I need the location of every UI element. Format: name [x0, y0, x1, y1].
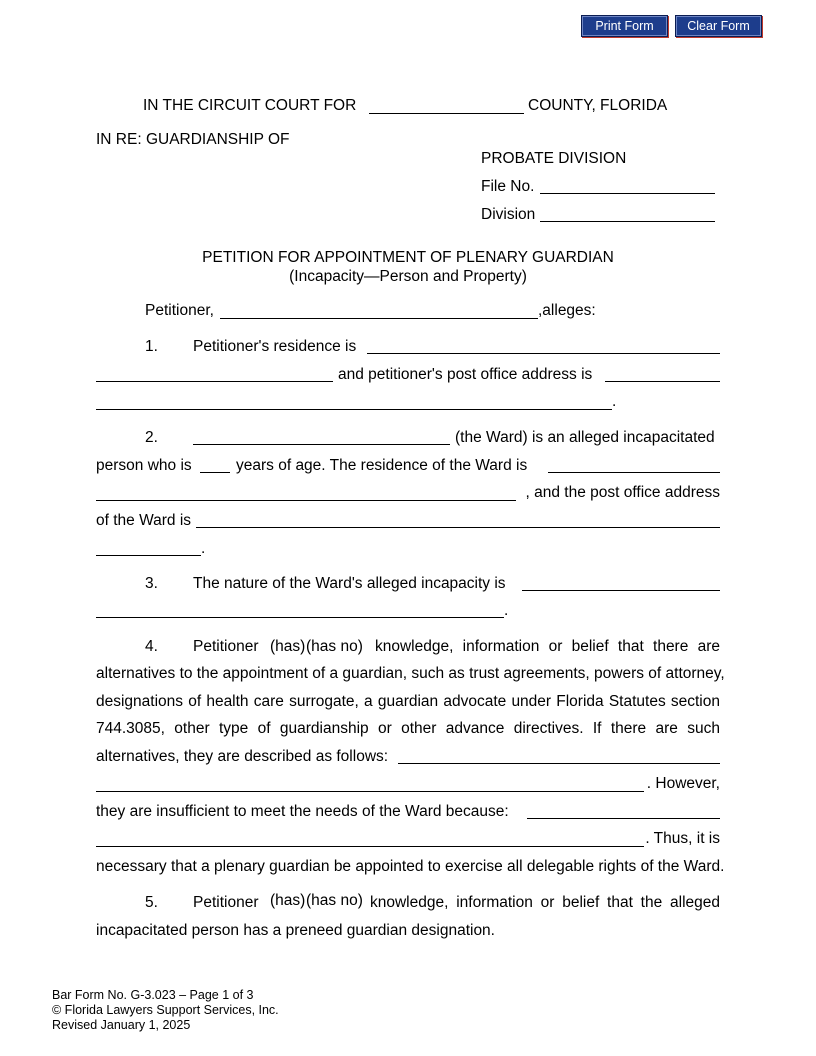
- alternatives-field-2[interactable]: [96, 791, 644, 792]
- para4-line-c: designations of health care surrogate, a guardian advocate under Florida Statutes section: [96, 693, 720, 710]
- para5-line-a: knowledge, information or belief that the alleged: [370, 894, 720, 911]
- para3-text: The nature of the Ward's alleged incapacity is: [193, 575, 506, 592]
- ward-po-address-field[interactable]: [196, 527, 720, 528]
- petitioner-residence-field[interactable]: [367, 353, 720, 354]
- para1-number: 1.: [145, 338, 158, 355]
- para4-has-no-option[interactable]: (has no): [306, 638, 363, 655]
- para2-text-a: (the Ward) is an alleged incapacitated: [455, 429, 715, 446]
- division-label: Division: [481, 206, 536, 223]
- petitioner-name-field[interactable]: [220, 318, 538, 319]
- para4-has-option[interactable]: (has): [270, 638, 306, 655]
- division-field[interactable]: [540, 221, 715, 222]
- para4-line-g: necessary that a plenary guardian be appointed to exercise all delegable rights of the Ward.: [96, 858, 725, 875]
- para2-text-d: , and the post office address: [525, 484, 720, 501]
- para1-text-a: Petitioner's residence is: [193, 338, 357, 355]
- para1-end: .: [612, 393, 617, 410]
- footer-revised: Revised January 1, 2025: [52, 1018, 191, 1032]
- para5-line-b: incapacitated person has a preneed guardian designation.: [96, 922, 495, 939]
- para4-petitioner: Petitioner: [193, 638, 259, 655]
- para5-number: 5.: [145, 894, 158, 911]
- insufficiency-reason-field-2[interactable]: [96, 846, 644, 847]
- county-field[interactable]: [369, 113, 524, 114]
- para2-number: 2.: [145, 429, 158, 446]
- clear-form-button[interactable]: Clear Form: [675, 15, 762, 37]
- para2-text-e: of the Ward is: [96, 512, 192, 529]
- para5-has-option[interactable]: (has): [270, 892, 306, 909]
- para2-end: .: [201, 540, 206, 557]
- para5-has-no-option[interactable]: (has no): [306, 892, 363, 909]
- petitioner-label: Petitioner,: [145, 302, 214, 319]
- court-prefix: IN THE CIRCUIT COURT FOR: [143, 97, 357, 114]
- para2-text-c: years of age. The residence of the Ward is: [236, 457, 528, 474]
- para1-text-b: and petitioner's post office address is: [338, 366, 593, 383]
- para5-petitioner: Petitioner: [193, 894, 259, 911]
- petitioner-po-address-field[interactable]: [605, 381, 720, 382]
- file-no-label: File No.: [481, 178, 535, 195]
- insufficiency-reason-field[interactable]: [527, 818, 720, 819]
- alleges-label: ,alleges:: [538, 302, 596, 319]
- ward-po-address-field-2[interactable]: [96, 555, 201, 556]
- para2-text-b: person who is: [96, 457, 192, 474]
- ward-residence-field[interactable]: [548, 472, 720, 473]
- para4-number: 4.: [145, 638, 158, 655]
- incapacity-nature-field-2[interactable]: [96, 617, 504, 618]
- para4-thus: . Thus, it is: [645, 830, 720, 847]
- print-form-button[interactable]: Print Form: [581, 15, 668, 37]
- petitioner-residence-field-2[interactable]: [96, 381, 333, 382]
- ward-age-field[interactable]: [200, 472, 230, 473]
- document-subtitle: (Incapacity—Person and Property): [289, 268, 527, 285]
- ward-residence-field-2[interactable]: [96, 500, 516, 501]
- incapacity-nature-field[interactable]: [522, 590, 720, 591]
- petitioner-po-address-field-2[interactable]: [96, 409, 612, 410]
- court-suffix: COUNTY, FLORIDA: [528, 97, 668, 114]
- footer-form-number: Bar Form No. G-3.023 – Page 1 of 3: [52, 988, 254, 1002]
- para3-end: .: [504, 602, 509, 619]
- file-no-field[interactable]: [540, 193, 715, 194]
- footer-copyright: © Florida Lawyers Support Services, Inc.: [52, 1003, 279, 1017]
- in-re-label: IN RE: GUARDIANSHIP OF: [96, 131, 290, 148]
- para4-line-e: alternatives, they are described as follows:: [96, 748, 389, 765]
- para4-line-d: 744.3085, other type of guardianship or other advance directives. If there are such: [96, 720, 720, 737]
- document-title: PETITION FOR APPOINTMENT OF PLENARY GUARDIAN: [202, 249, 614, 266]
- para4-line-f: they are insufficient to meet the needs of the Ward because:: [96, 803, 509, 820]
- ward-name-field[interactable]: [193, 444, 450, 445]
- para3-number: 3.: [145, 575, 158, 592]
- alternatives-field[interactable]: [398, 763, 720, 764]
- para4-line-a: knowledge, information or belief that there are: [375, 638, 720, 655]
- probate-division-label: PROBATE DIVISION: [481, 150, 627, 167]
- para4-however: . However,: [646, 775, 720, 792]
- para4-line-b: alternatives to the appointment of a guardian, such as trust agreements, powers of attorney,: [96, 665, 725, 682]
